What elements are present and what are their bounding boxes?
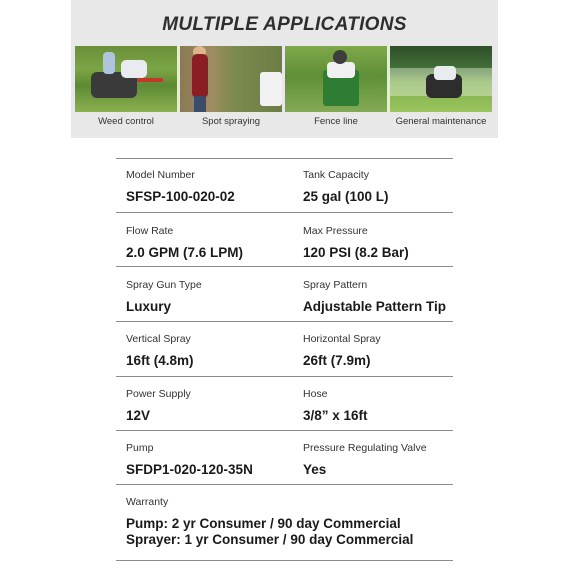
application-fence-line: [285, 46, 387, 127]
spec-value: 25 gal (100 L): [303, 189, 389, 204]
spec-label: Vertical Spray: [126, 333, 191, 345]
spec-label: Pump: [126, 442, 154, 454]
spec-row: [116, 158, 453, 212]
spec-value: Adjustable Pattern Tip: [303, 299, 447, 314]
spec-label: Horizontal Spray: [303, 333, 381, 345]
warranty-row: [116, 484, 453, 561]
spec-label: Flow Rate: [126, 225, 174, 237]
warranty-sprayer: Sprayer: 1 yr Consumer / 90 day Commercial: [126, 532, 414, 547]
spec-label: Model Number: [126, 169, 195, 181]
spec-row: [116, 266, 453, 321]
spec-label: Spray Gun Type: [126, 279, 202, 291]
spec-label: Power Supply: [126, 388, 191, 400]
spec-value: 16ft (4.8m): [126, 353, 194, 368]
spec-label: Max Pressure: [303, 225, 368, 237]
application-general-maintenance: [390, 46, 492, 127]
spec-row: [116, 376, 453, 430]
spec-table: [116, 158, 453, 561]
fence-line-photo: [285, 46, 387, 112]
spec-label: Pressure Regulating Valve: [303, 442, 427, 454]
spec-row: [116, 212, 453, 266]
spec-value: Yes: [303, 462, 327, 477]
general-maintenance-photo: [390, 46, 492, 112]
spec-value: Luxury: [126, 299, 172, 314]
applications-banner: [71, 0, 498, 138]
spec-row: [116, 321, 453, 376]
spec-label: Spray Pattern: [303, 279, 368, 291]
spot-spraying-photo: [180, 46, 282, 112]
spec-value: SFDP1-020-120-35N: [126, 462, 253, 477]
spec-value: 3/8” x 16ft: [303, 408, 368, 423]
warranty-pump: Pump: 2 yr Consumer / 90 day Commercial: [126, 516, 401, 531]
spec-row: [116, 430, 453, 484]
spec-value: 12V: [126, 408, 151, 423]
application-label: Spot spraying: [201, 116, 261, 127]
application-label: Fence line: [314, 116, 358, 127]
weed-control-photo: [75, 46, 177, 112]
spec-value: 120 PSI (8.2 Bar): [303, 245, 409, 260]
banner-title: MULTIPLE APPLICATIONS: [162, 14, 407, 35]
warranty-label: Warranty: [126, 496, 169, 508]
spec-value: SFSP-100-020-02: [126, 189, 235, 204]
spec-label: Tank Capacity: [303, 169, 369, 181]
application-label: Weed control: [98, 116, 154, 127]
spec-value: 2.0 GPM (7.6 LPM): [126, 245, 244, 260]
application-weed-control: [75, 46, 177, 127]
spec-value: 26ft (7.9m): [303, 353, 371, 368]
spec-label: Hose: [303, 388, 328, 400]
application-spot-spraying: [180, 46, 282, 127]
application-label: General maintenance: [395, 116, 487, 127]
